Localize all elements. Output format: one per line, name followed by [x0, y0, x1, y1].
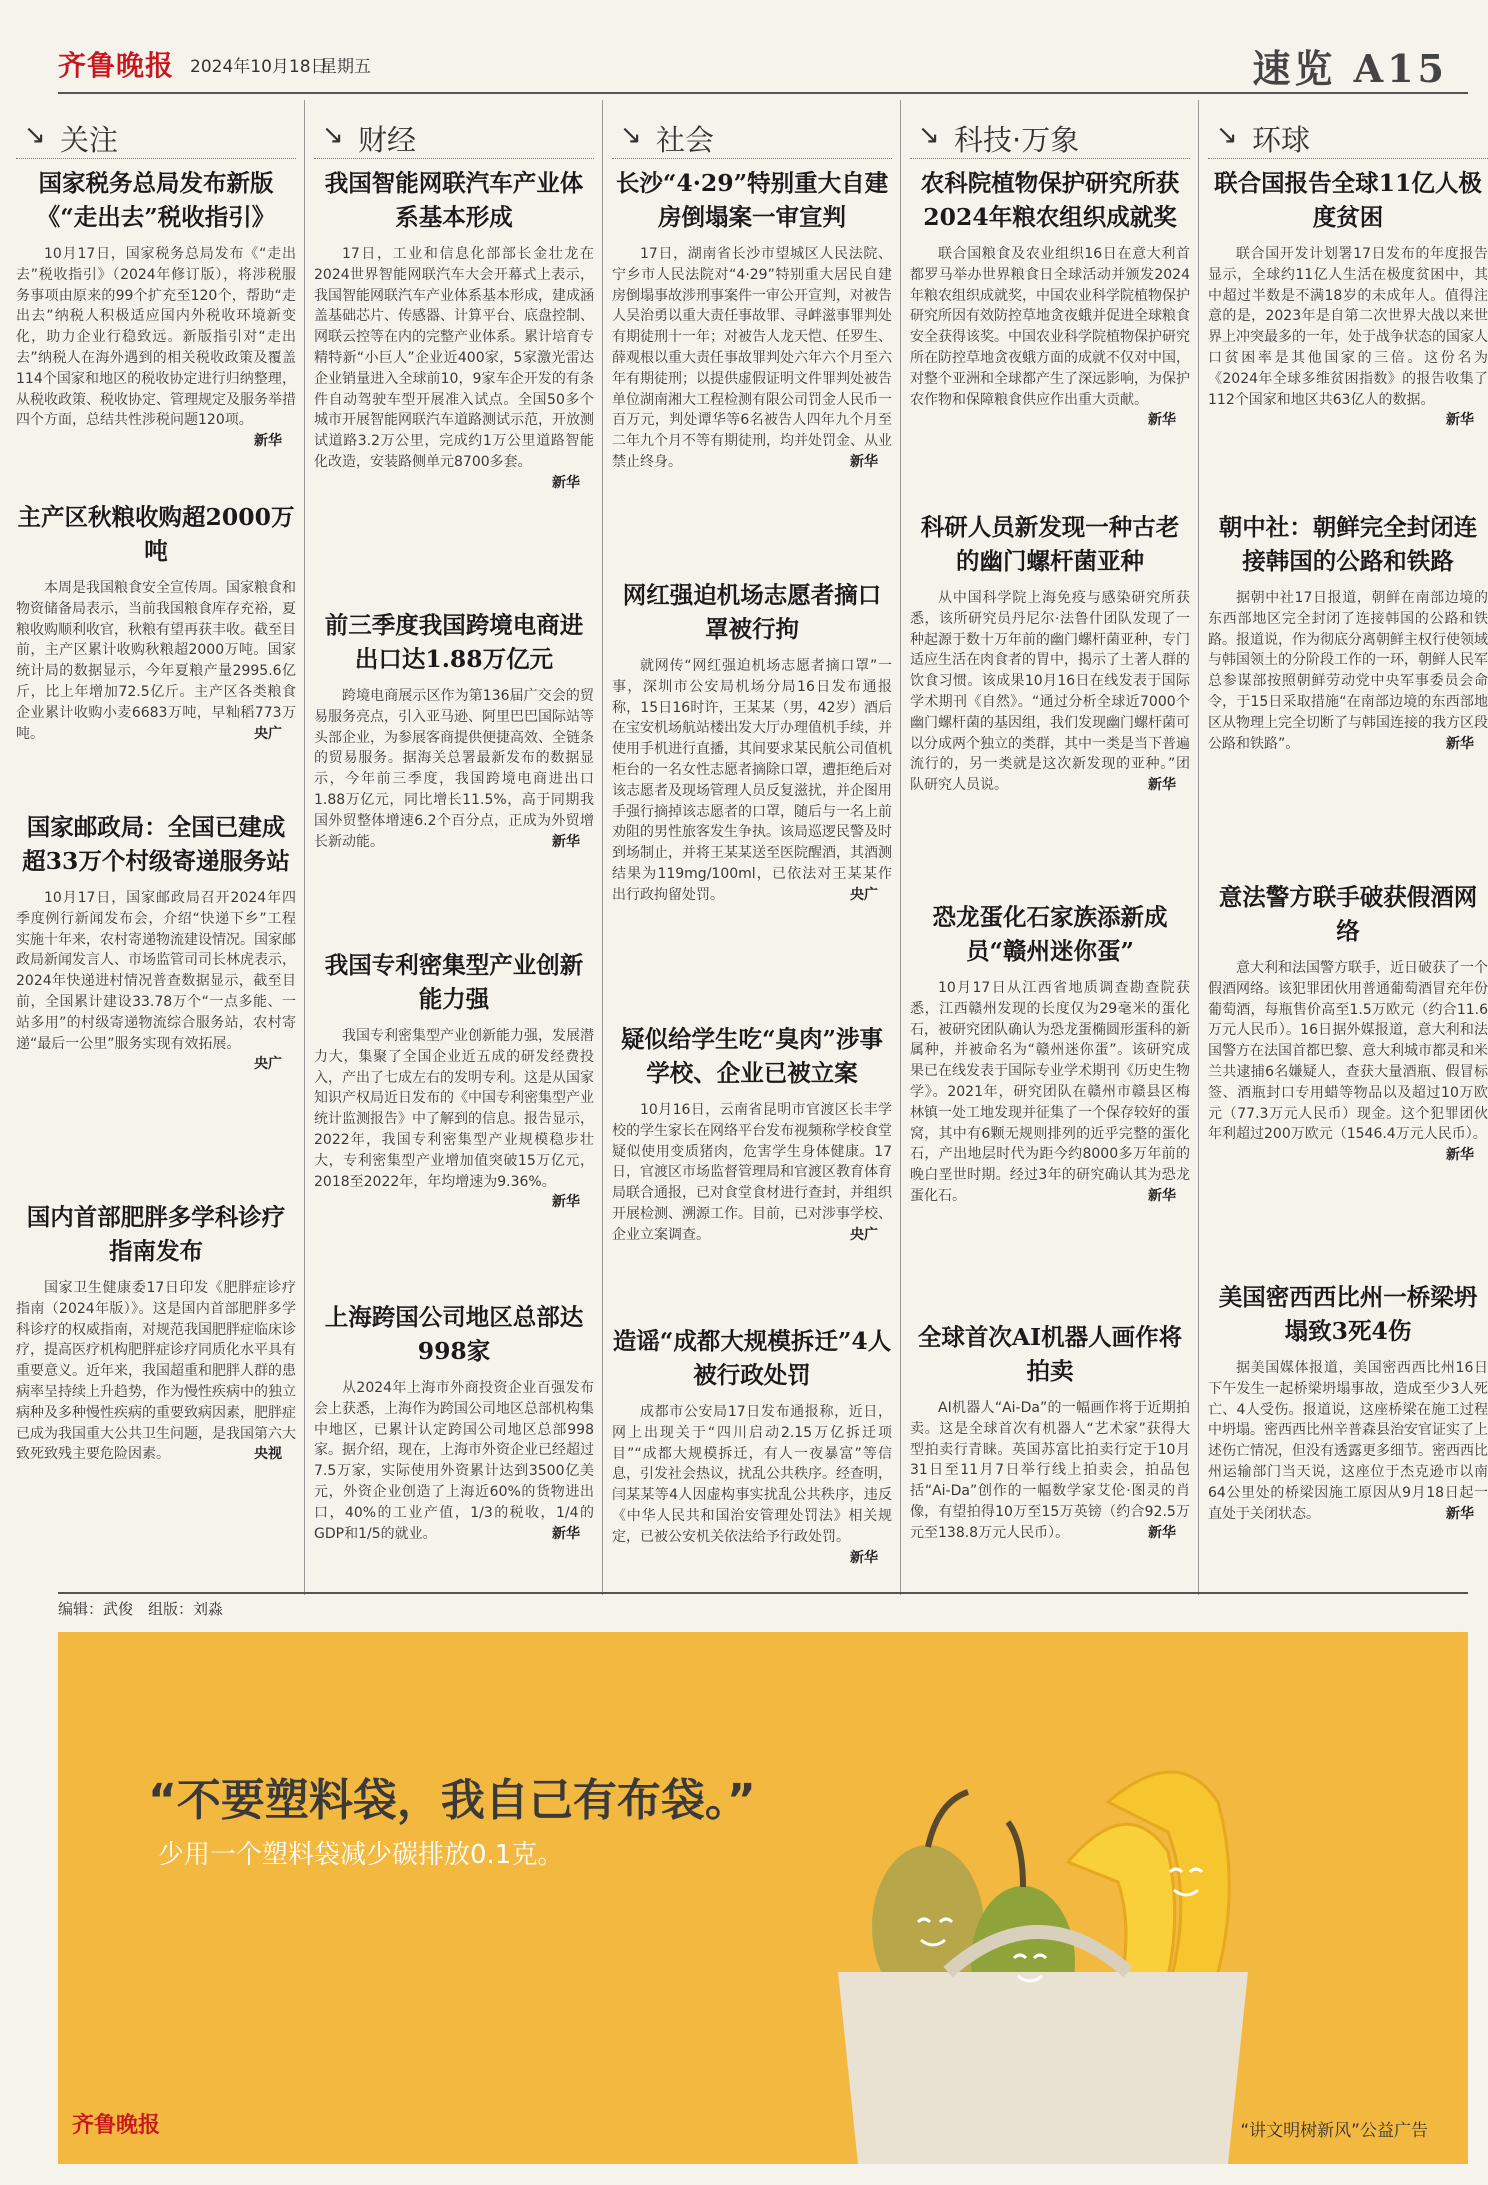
masthead-logo: 齐鲁晚报	[58, 49, 175, 82]
column-name: 财经	[358, 123, 417, 157]
article-title: 造谣“成都大规模拆迁”4人被行政处罚	[612, 1327, 892, 1389]
article-body: 联合国开发计划署17日发布的年度报告显示，全球约11亿人生活在极度贫困中，其中超过半数是不满18岁的未成年人。值得注意的是，2023年是自第二次世界大战以来世界上冲突最多的一年，处于战争状态的国家人口贫困率是其他国家的三倍。这份名为《2024年全球多维贫困指数》的报告收集了112个国家和地区共63亿人的数据。 新华	[1208, 244, 1488, 410]
column-name: 环球	[1252, 123, 1311, 157]
article-source: 新华	[552, 474, 580, 491]
article	[910, 510, 1190, 796]
article	[314, 1300, 594, 1544]
article	[314, 166, 594, 494]
article-source: 新华	[1446, 1147, 1474, 1164]
article-source: 新华	[850, 1549, 878, 1566]
column-name: 关注	[60, 123, 119, 157]
article-body: 10月17日从江西省地质调查勘查院获悉，江西赣州发现的长度仅为29毫米的蛋化石，被研究团队确认为恐龙蛋椭圆形蛋科的新属种，并被命名为“赣州迷你蛋”。该研究成果已在线发表于国际专业学术期刊《历史生物学》。2021年，研究团队在赣州市赣县区梅林镇一处工地发现并征集了一个保存较好的蛋窝，其中有6颗无规则排列的近乎完整的蛋化石，产出地层时代为距今约8000多万年前的晚白垩世时期。经过3年的研究确认其为恐龙蛋化石。 新华	[910, 978, 1190, 1207]
article-source: 新华	[1148, 1524, 1176, 1541]
tote-bag-fruit-illustration	[778, 1722, 1298, 2164]
article-source: 新华	[1148, 412, 1176, 429]
article-title: 上海跨国公司地区总部达998家	[324, 1303, 584, 1365]
article-source: 央视	[254, 1446, 282, 1463]
article-body: 10月17日，国家邮政局召开2024年四季度例行新闻发布会，介绍“快递下乡”工程实施十年来，农村寄递物流建设情况。国家邮政局新闻发言人、市场监管司司长林虎表示，2024年快递进村情况普查数据显示，截至目前，全国累计建设33.78万个“一点多能、一站多用”的村级寄递物流综合服务站，农村寄递“最后一公里”服务实现有效拓展。 央广	[16, 888, 296, 1054]
article-source: 央广	[254, 1056, 282, 1073]
article-title: 恐龙蛋化石家族添新成员“赣州迷你蛋”	[932, 903, 1168, 965]
article-title: 意法警方联手破获假酒网络	[1218, 883, 1478, 945]
arrow-icon: ↘	[24, 120, 46, 150]
article	[16, 500, 296, 744]
article	[16, 166, 296, 452]
article-body: 据美国媒体报道，美国密西西比州16日下午发生一起桥梁坍塌事故，造成至少3人死亡、4人受伤。报道说，这座桥梁在施工过程中坍塌。密西西比州辛普森县治安官证实了上述伤亡情况，但没有透露更多细节。密西西比州运输部门当天说，这座位于杰克逊市以南64公里处的桥梁因施工原因从9月18日起一直处于关闭状态。 新华	[1208, 1358, 1488, 1524]
article-source: 新华	[552, 833, 580, 850]
article	[910, 900, 1190, 1207]
column-global	[1208, 100, 1488, 1595]
article-body: 就网传“网红强迫机场志愿者摘口罩”一事，深圳市公安局机场分局16日发布通报称，15日16时许，王某某（男，42岁）酒后在宝安机场航站楼出发大厅办理值机手续，并使用手机进行直播，其间要求某民航公司值机柜台的一名女性志愿者摘除口罩，遭拒绝后对该志愿者及现场管理人员反复滋扰，并企图用手强行摘掉该志愿者的口罩，随后与一名上前劝阻的男性旅客发生争执。该局巡逻民警及时到场制止，并将王某某送至医院醒酒，其酒测结果为119mg/100ml，已依法对王某某作出行政拘留处罚。 央广	[612, 656, 892, 906]
article-title: 国家邮政局：全国已建成超33万个村级寄递服务站	[22, 813, 290, 875]
article	[314, 608, 594, 852]
arrow-icon: ↘	[620, 120, 642, 150]
arrow-icon: ↘	[1216, 120, 1238, 150]
article-title: 联合国报告全球11亿人极度贫困	[1214, 169, 1482, 231]
article-body: 我国专利密集型产业创新能力强，发展潜力大，集聚了全国企业近五成的研发经费投入，产出了七成左右的发明专利。这是从国家知识产权局近日发布的《中国专利密集型产业统计监测报告》中了解到的信息。报告显示，2022年，我国专利密集型产业规模稳步壮大，专利密集型产业增加值突破15万亿元，2018至2022年，年均增速为9.36%。 新华	[314, 1026, 594, 1192]
article	[1208, 880, 1488, 1166]
article-title: 网红强迫机场志愿者摘口罩被行拘	[622, 581, 882, 643]
article-body: 10月17日，国家税务总局发布《“走出去”税收指引》（2024年修订版），将涉税服务事项由原来的99个扩充至120个，帮助“走出去”纳税人积极适应国内外税收环境新变化，助力企业行稳致远。新版指引对“走出去”纳税人在海外遇到的相关税收政策及覆盖114个国家和地区的税收协定进行归纳整理，从税收政策、税收协定、管理规定及服务举措四个方面，总结共性涉税问题120项。 新华	[16, 244, 296, 431]
article-body: 17日，湖南省长沙市望城区人民法院、宁乡市人民法院对“4·29”特别重大居民自建房倒塌事故涉刑事案件一审公开宣判，对被告人吴治勇以重大责任事故罪、寻衅滋事罪判处有期徒刑十一年；对被告人龙天恺、任罗生、薛观根以重大责任事故罪判处六年六个月至六年有期徒刑；以提供虚假证明文件罪判处被告单位湖南湘大工程检测有限公司罚金人民币一百万元，判处谭华等6名被告人四年九个月至二年九个月不等有期徒刑，均并处罚金、从业禁止终身。 新华	[612, 244, 892, 473]
article-body: 据朝中社17日报道，朝鲜在南部边境的东西部地区完全封闭了连接韩国的公路和铁路。报道说，作为彻底分离朝鲜主权行使领域与韩国领土的分阶段工作的一环，朝鲜人民军总参谋部按照朝鲜劳动党中央军事委员会命令，于15日采取措施“在南部边境的东西部地区从物理上完全切断了与韩国连接的我方区段公路和铁路”。 新华	[1208, 588, 1488, 754]
article-body: 从中国科学院上海免疫与感染研究所获悉，该所研究员丹尼尔·法鲁什团队发现了一种起源于数十万年前的幽门螺杆菌亚种，专门适应生活在肉食者的胃中，揭示了土著人群的饮食习惯。该成果10月16日在线发表于国际学术期刊《自然》。“通过分析全球近7000个幽门螺杆菌的基因组，我们发现幽门螺杆菌可以分成两个独立的类群，其中一类是当下普遍流行的，另一类就是这次新发现的亚种。”团队研究人员说。 新华	[910, 588, 1190, 796]
article-source: 央广	[254, 725, 282, 742]
column-name: 社会	[656, 123, 715, 157]
public-service-ad	[58, 1632, 1468, 2164]
column-header	[16, 114, 296, 157]
article-source: 新华	[254, 433, 282, 450]
article-source: 新华	[1148, 777, 1176, 794]
page-header	[0, 0, 1488, 100]
article-body: 从2024年上海市外商投资企业百强发布会上获悉，上海作为跨国公司地区总部机构集中地区，已累计认定跨国公司地区总部998家。据介绍，现在，上海市外资企业已经超过7.5万家，实际使用外资累计达到3500亿美元，外资企业创造了上海近60%的货物进出口，40%的工业产值，1/3的税收，1/4的GDP和1/5的就业。 新华	[314, 1378, 594, 1544]
article-source: 新华	[1446, 1505, 1474, 1522]
article-title: 前三季度我国跨境电商进出口达1.88万亿元	[324, 611, 584, 673]
column-attention	[16, 100, 296, 1595]
column-header	[612, 114, 892, 157]
ad-note: “讲文明树新风”公益广告	[1240, 2121, 1428, 2141]
article-source: 新华	[1148, 1187, 1176, 1204]
ad-logo: 齐鲁晚报	[72, 2112, 161, 2138]
article	[910, 1320, 1190, 1544]
column-header	[314, 114, 594, 157]
article-title: 全球首次AI机器人画作将拍卖	[917, 1323, 1183, 1385]
column-science	[910, 100, 1190, 1595]
article-source: 新华	[552, 1194, 580, 1211]
column-finance	[314, 100, 594, 1595]
article-title: 国家税务总局发布新版《“走出去”税收指引》	[36, 169, 276, 231]
article-body: 意大利和法国警方联手，近日破获了一个假酒网络。该犯罪团伙用普通葡萄酒冒充年份葡萄酒，每瓶售价高至1.5万欧元（约合11.6万元人民币）。16日据外媒报道，意大利和法国警方在法国首都巴黎、意大利城市都灵和米兰共逮捕6名嫌疑人，查获大量酒瓶、假冒标签、酒瓶封口专用蜡等物品以及超过10万欧元（77.3万元人民币）现金。这个犯罪团伙年利超过200万欧元（1546.4万元人民币）。 新华	[1208, 958, 1488, 1145]
article-source: 新华	[1446, 735, 1474, 752]
article-source: 新华	[1446, 412, 1474, 429]
article	[1208, 510, 1488, 754]
article-title: 长沙“4·29”特别重大自建房倒塌案一审宣判	[615, 169, 889, 231]
column-society	[612, 100, 892, 1595]
article-title: 国内首部肥胖多学科诊疗指南发布	[26, 1203, 286, 1265]
column-header	[1208, 114, 1488, 157]
article-body: 10月16日，云南省昆明市官渡区长丰学校的学生家长在网络平台发布视频称学校食堂疑似使用变质猪肉，危害学生身体健康。17日，官渡区市场监督管理局和官渡区教育体育局联合通报，已对食堂食材进行查封，并组织开展检测、溯源工作。目前，已对涉事学校、企业立案调查。 央广	[612, 1100, 892, 1246]
article	[612, 1022, 892, 1246]
article	[16, 810, 296, 1075]
arrow-icon: ↘	[918, 120, 940, 150]
article-body: 跨境电商展示区作为第136届广交会的贸易服务亮点，引入亚马逊、阿里巴巴国际站等头部企业，为参展客商提供便捷高效、全链条的贸易服务。据海关总署最新发布的数据显示，今年前三季度，我国跨境电商进出口1.88万亿元，同比增长11.5%，高于同期我国外贸整体增速6.2个百分点，正成为外贸增长新动能。 新华	[314, 686, 594, 852]
article	[1208, 166, 1488, 431]
article	[314, 948, 594, 1213]
article-source: 新华	[552, 1525, 580, 1542]
editor-credit: 编辑：武俊 组版：刘淼	[58, 1600, 224, 1618]
arrow-icon: ↘	[322, 120, 344, 150]
issue-weekday: 星期五	[320, 57, 371, 77]
column-header	[910, 114, 1190, 157]
issue-date: 2024年10月18日	[190, 57, 328, 77]
article-source: 新华	[850, 453, 878, 470]
tote-bag-icon	[838, 1972, 1248, 2164]
article-title: 我国专利密集型产业创新能力强	[324, 951, 584, 1013]
ad-subtitle: 少用一个塑料袋减少碳排放0.1克。	[158, 1840, 564, 1870]
article-body: 本周是我国粮食安全宣传周。国家粮食和物资储备局表示，当前我国粮食库存充裕，夏粮收购顺利收官，秋粮有望再获丰收。截至目前，主产区累计收购秋粮超2000万吨。国家统计局的数据显示，今年夏粮产量2995.6亿斤，比上年增加72.5亿斤。主产区各类粮食企业累计收购小麦6683万吨，早籼稻773万吨。 央广	[16, 578, 296, 744]
ad-slogan: “不要塑料袋，我自己有布袋。”	[148, 1775, 756, 1826]
article-title: 疑似给学生吃“臭肉”涉事学校、企业已被立案	[620, 1025, 884, 1087]
article-body: 成都市公安局17日发布通报称，近日，网上出现关于“四川启动2.15万亿拆迁项目”“成都大规模拆迁，有人一夜暴富”等信息，引发社会热议，扰乱公共秩序。经查明，闫某某等4人因虚构事实扰乱公共秩序，违反《中华人民共和国治安管理处罚法》相关规定，已被公安机关依法给予行政处罚。 新华	[612, 1402, 892, 1548]
article	[910, 166, 1190, 431]
section-title: 速览 A15	[1252, 46, 1448, 91]
article-body: 联合国粮食及农业组织16日在意大利首都罗马举办世界粮食日全球活动并颁发2024年粮农组织成就奖，中国农业科学院植物保护研究所因有效防控草地贪夜蛾并促进全球粮食安全获得该奖。中国农业科学院植物保护研究所在防控草地贪夜蛾方面的成就不仅对中国，对整个亚洲和全球都产生了深远影响，为保护农作物和保障粮食供应作出重大贡献。 新华	[910, 244, 1190, 410]
article-body: 17日，工业和信息化部部长金壮龙在2024世界智能网联汽车大会开幕式上表示，我国智能网联汽车产业体系基本形成，建成涵盖基础芯片、传感器、计算平台、底盘控制、网联云控等在内的完整产业体系。累计培育专精特新“小巨人”企业近400家，5家激光雷达企业销量进入全球前10，9家车企开发的有条件自动驾驶车型开展准入试点。全国50多个城市开展智能网联汽车道路测试示范，开放测试道路3.2万公里，完成约1万公里道路智能化改造，安装路侧单元8700多套。 新华	[314, 244, 594, 473]
article-title: 朝中社：朝鲜完全封闭连接韩国的公路和铁路	[1218, 513, 1478, 575]
header-rule	[58, 92, 1468, 94]
article	[612, 1324, 892, 1568]
footer-rule	[58, 1592, 1468, 1594]
article	[612, 578, 892, 906]
article-title: 科研人员新发现一种古老的幽门螺杆菌亚种	[920, 513, 1180, 575]
article-source: 央广	[850, 1226, 878, 1243]
article	[16, 1200, 296, 1465]
column-name: 科技·万象	[954, 123, 1080, 157]
article-body: 国家卫生健康委17日印发《肥胖症诊疗指南（2024年版）》。这是国内首部肥胖多学科诊疗的权威指南，对规范我国肥胖症临床诊疗，提高医疗机构肥胖症诊疗同质化水平具有重要意义。近年来，我国超重和肥胖人群的患病率呈持续上升趋势，作为慢性疾病中的独立病种及多种慢性疾病的重要致病因素，肥胖症已成为我国重大公共卫生问题，是我国第六大致死致残主要危险因素。 央视	[16, 1278, 296, 1465]
article-title: 主产区秋粮收购超2000万吨	[17, 503, 295, 565]
article	[1208, 1280, 1488, 1524]
article-source: 央广	[850, 886, 878, 903]
article-title: 农科院植物保护研究所获2024年粮农组织成就奖	[920, 169, 1180, 231]
article	[612, 166, 892, 473]
article-body: AI机器人“Ai-Da”的一幅画作将于近期拍卖。这是全球首次有机器人“艺术家”获得大型拍卖行青睐。英国苏富比拍卖行定于10月31日至11月7日举行线上拍卖会，拍品包括“Ai-Da”创作的一幅数学家艾伦·图灵的肖像，有望拍得10万至15万英镑（约合92.5万元至138.8万元人民币）。 新华	[910, 1398, 1190, 1544]
article-title: 美国密西西比州一桥梁坍塌致3死4伤	[1218, 1283, 1478, 1345]
article-title: 我国智能网联汽车产业体系基本形成	[324, 169, 584, 231]
